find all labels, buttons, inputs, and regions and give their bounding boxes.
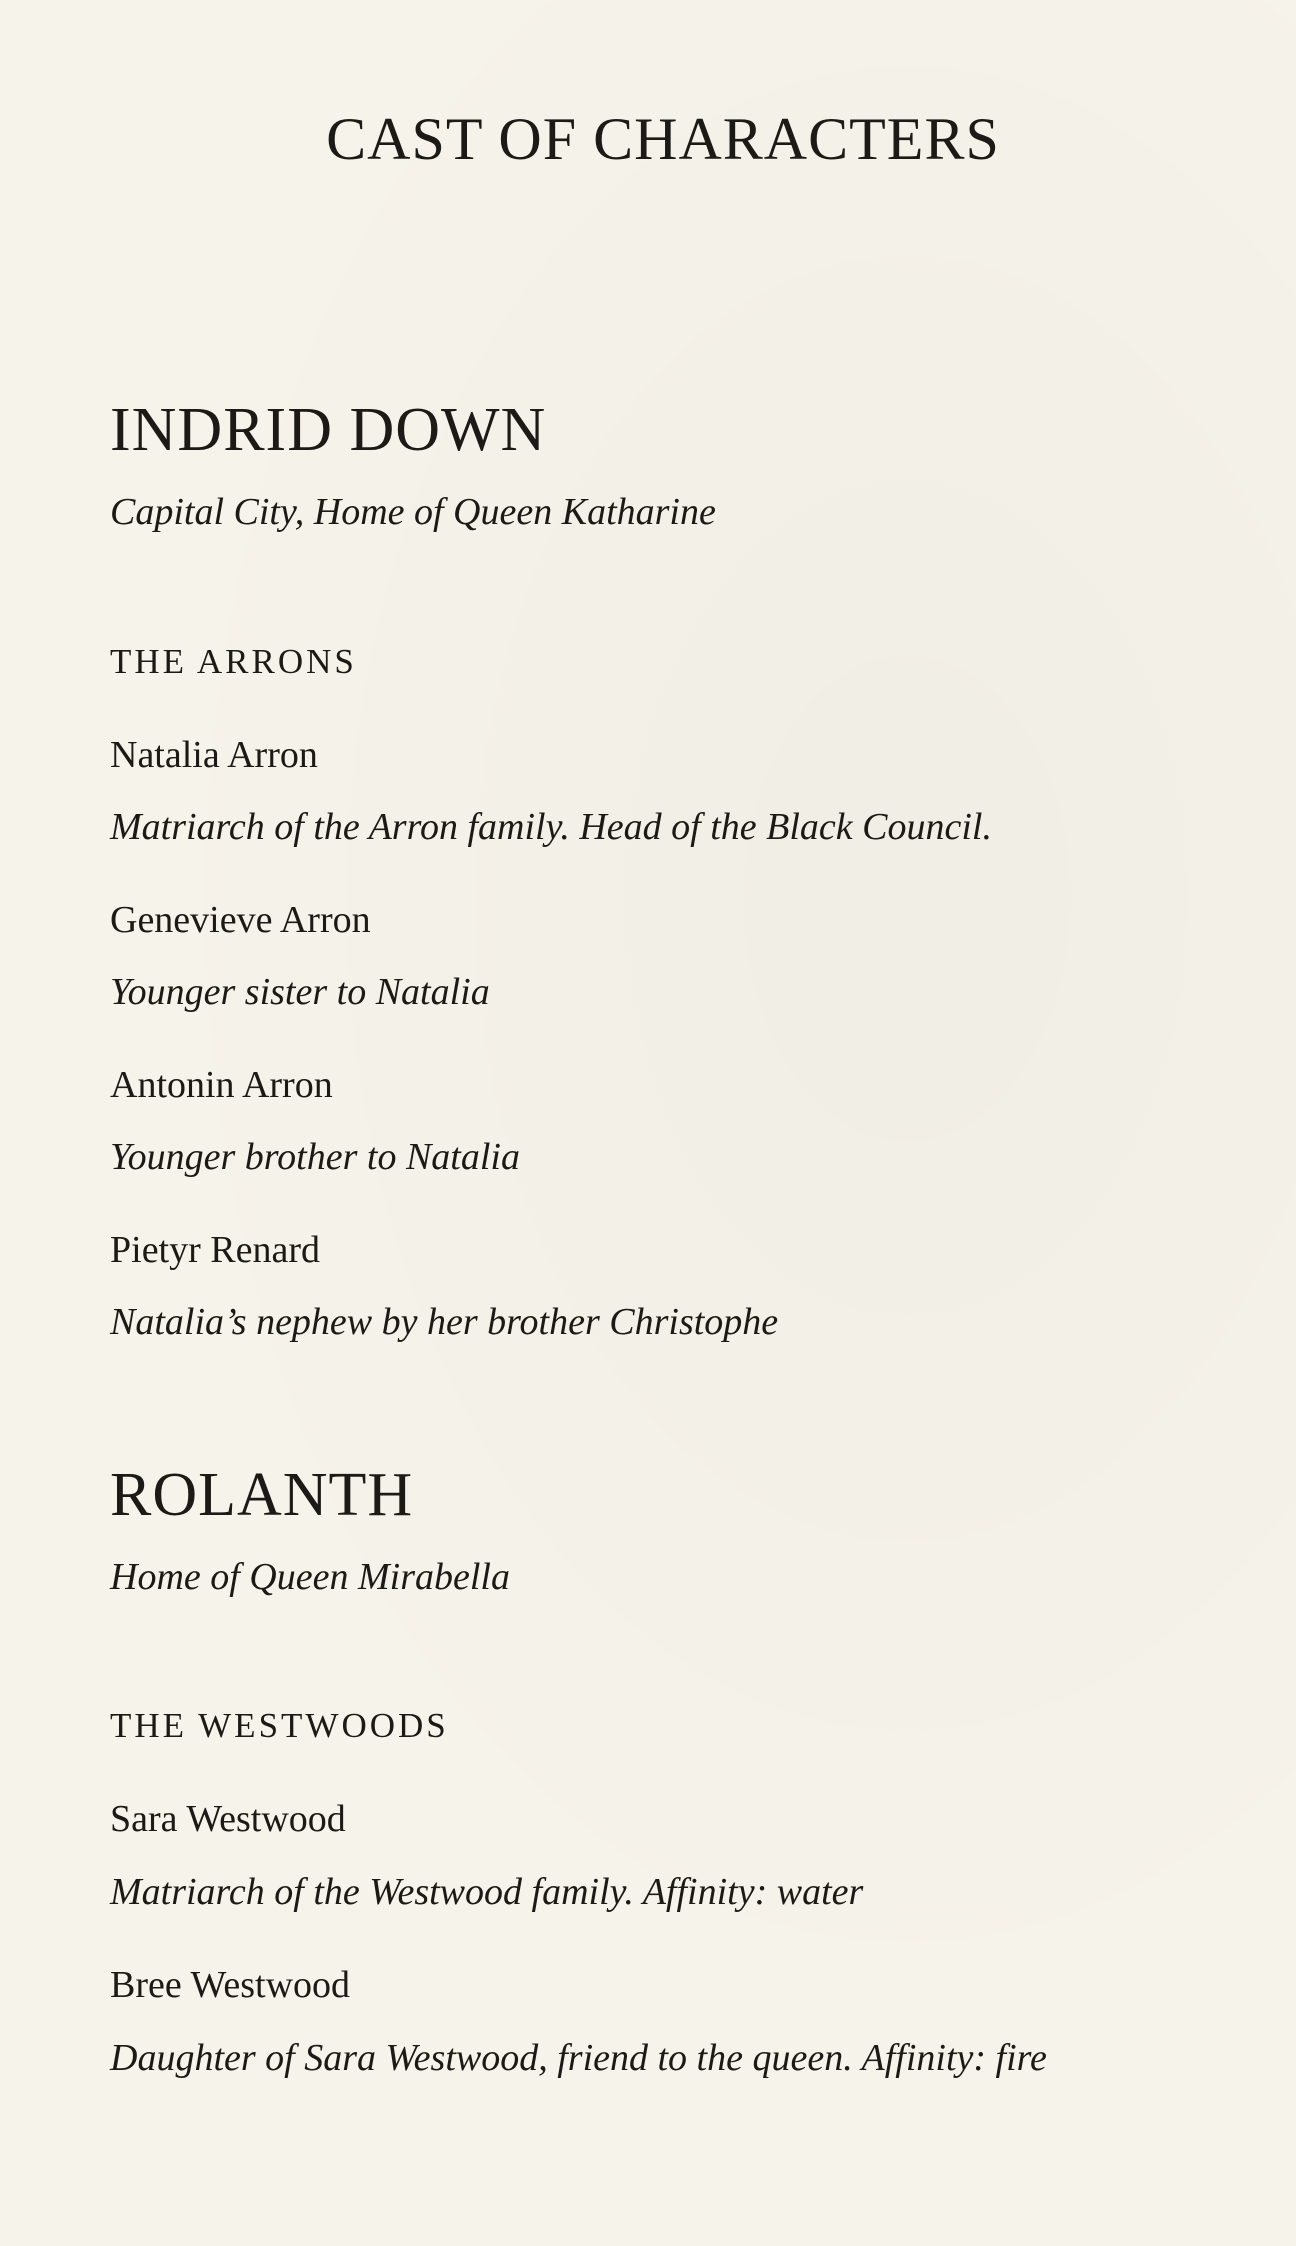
region-heading-indrid-down: INDRID DOWN (110, 396, 547, 464)
family-heading-arrons: THE ARRONS (110, 642, 357, 681)
character-name: Bree Westwood (110, 1964, 351, 2006)
character-name: Genevieve Arron (110, 899, 371, 941)
character-description: Younger brother to Natalia (110, 1136, 520, 1178)
character-description: Matriarch of the Arron family. Head of the Black Council. (110, 806, 992, 848)
region-heading-rolanth: ROLANTH (110, 1461, 414, 1529)
character-name: Natalia Arron (110, 734, 318, 776)
region-description: Home of Queen Mirabella (110, 1556, 510, 1598)
character-name: Sara Westwood (110, 1798, 346, 1840)
region-description: Capital City, Home of Queen Katharine (110, 491, 716, 533)
character-name: Pietyr Renard (110, 1229, 321, 1271)
character-description: Natalia’s nephew by her brother Christophe (110, 1301, 779, 1343)
character-description: Matriarch of the Westwood family. Affinity: water (110, 1871, 864, 1913)
character-description: Daughter of Sara Westwood, friend to the queen. Affinity: fire (110, 2037, 1047, 2079)
page-title: CAST OF CHARACTERS (326, 106, 1000, 172)
family-heading-westwoods: THE WESTWOODS (110, 1706, 449, 1745)
character-description: Younger sister to Natalia (110, 971, 490, 1013)
character-name: Antonin Arron (110, 1064, 333, 1106)
